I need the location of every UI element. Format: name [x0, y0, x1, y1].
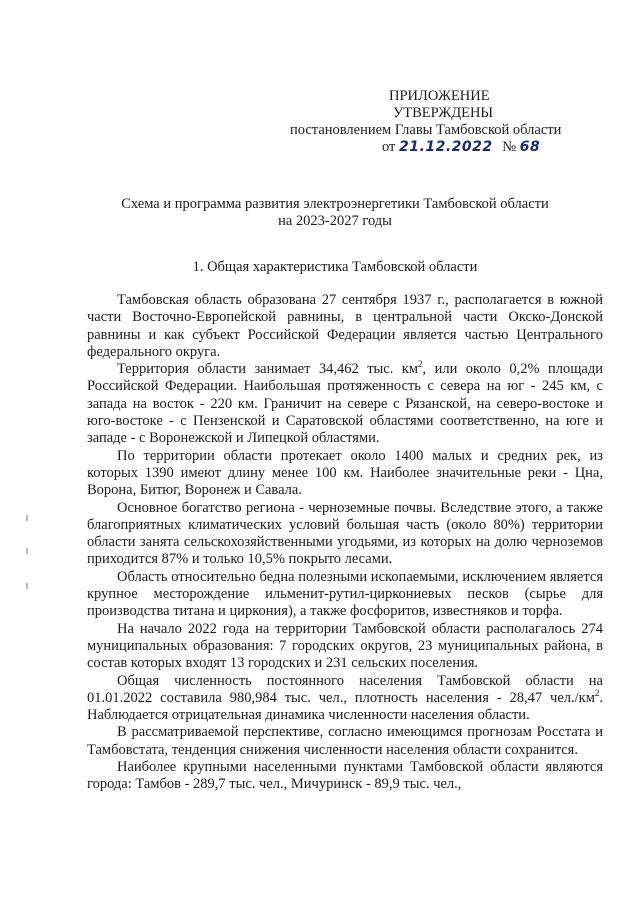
title-line-2: на 2023-2027 годы — [278, 213, 392, 229]
date-prefix: от — [382, 139, 396, 155]
paragraph: На начало 2022 года на территории Тамбовской области располагалось 274 муниципальных образования: 7 городских округов, 23 муниципальных района, в состав которых входят 13 городских и 231 сельских поселения. — [87, 620, 603, 672]
handwritten-date: 21.12.2022 — [399, 139, 493, 155]
paragraph-text: . Наблюдается отрицательная динамика численности населения области. — [87, 689, 603, 724]
paragraph: По территории области протекает около 1400 малых и средних рек, из которых 1390 имеют длину менее 100 км. Наиболее значительные реки - Цна, Ворона, Битюг, Воронеж и Савала. — [87, 447, 603, 499]
body-text — [87, 292, 603, 794]
document-title — [95, 196, 575, 230]
paragraph-text: Территория области занимает 34,462 тыс. км — [117, 361, 419, 378]
handwritten-number: 68 — [519, 139, 541, 155]
scan-margin-mark — [26, 548, 28, 554]
scan-margin-mark — [26, 515, 28, 521]
paragraph — [87, 673, 603, 725]
paragraph: В рассматриваемой перспективе, согласно имеющимся прогнозам Росстата и Тамбовстата, тенденция снижения численности населения области сохранится. — [87, 724, 603, 758]
paragraph: Тамбовская область образована 27 сентября 1937 г., располагается в южной части Восточно-Европейской равнины, в центральной части Окско-Донской равнины и как субъект Российской Федерации является частью Центрального федерального округа. — [87, 292, 603, 360]
approval-date-line — [382, 139, 590, 156]
approval-block — [290, 88, 590, 156]
paragraph-text: , или около 0,2% площади Российской Федерации. Наибольшая протяженность с севера на юг - 245 км, с запада на восток - 220 км. Граничит на севере с Рязанской, на северо-востоке и юго-востоке - с Пензенской и Саратовской областями соответственно, на юге и западе - с Воронежской и Липецкой областями. — [87, 361, 603, 447]
section-heading: 1. Общая характеристика Тамбовской области — [192, 259, 478, 275]
paragraph: Основное богатство региона - черноземные почвы. Вследствие этого, а также благоприятных климатических условий большая часть (около 80%) территории области занята сельскохозяйственными угодьями, из которых на долю черноземов приходится 87% и только 10,5% покрыто лесами. — [87, 499, 603, 568]
paragraph-text: Общая численность постоянного населения Тамбовской области на 01.01.2022 составила 980,984 тыс. чел., плотность населения - 28,47 чел./км — [87, 672, 603, 706]
number-sign: № — [502, 139, 517, 155]
scan-margin-mark — [26, 583, 28, 589]
paragraph — [87, 361, 603, 447]
paragraph: Область относительно бедна полезными ископаемыми, исключением является крупное месторождение ильменит-рутил-циркониевых песков (сырье для производства титана и циркония), а также фосфоритов, известняков и торфа. — [87, 568, 603, 620]
superscript: 2 — [594, 688, 600, 698]
approved-label: УТВЕРЖДЕНЫ — [393, 105, 494, 121]
appendix-label: ПРИЛОЖЕНИЕ — [389, 88, 490, 104]
approval-decree-line: постановлением Главы Тамбовской области — [290, 122, 562, 138]
paragraph: Наиболее крупными населенными пунктами Тамбовской области являются города: Тамбов - 289,7 тыс. чел., Мичуринск - 89,9 тыс. чел., — [87, 759, 603, 793]
superscript: 2 — [418, 359, 423, 370]
title-line-1: Схема и программа развития электроэнергетики Тамбовской области — [121, 196, 549, 212]
